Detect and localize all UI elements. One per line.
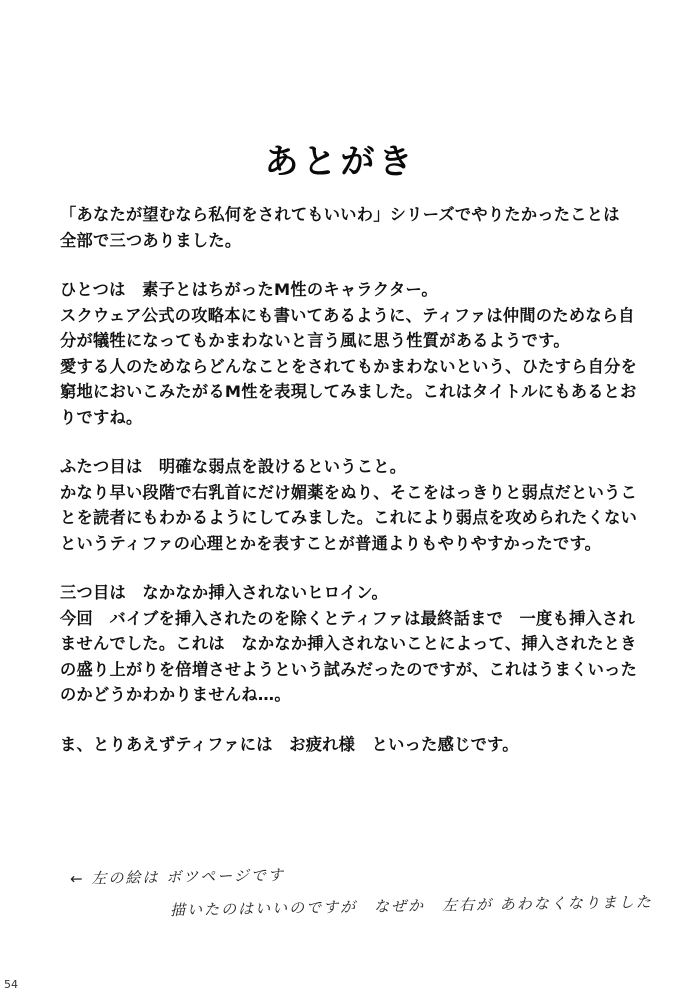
text-line: 分が犠牲になってもかまわないと言う風に思う性質があるようです。 [60,331,570,350]
paragraph-intro [60,202,670,253]
text-line: 今回 バイブを挿入されたのを除くとティファは最終話まで 一度も挿入され [60,608,635,628]
text-line: スクウェア公式の攻略本にも書いてあるように、ティファは仲間のためなら自 [60,305,635,325]
text-line: りですね。 [60,407,143,427]
text-line: ま、とりあえずティファには お疲れ様 といった感じです。 [60,734,519,754]
text-line: ませんでした。これは なかなか挿入されないことによって、挿入されたとき [60,634,637,653]
text-line: ふたつ目は 明確な弱点を設けるということ。 [60,457,407,476]
text-line: 愛する人のためならどんなことをされてもかまわないという、ひたすら自分を [60,356,638,376]
text-line: かなり早い段階で右乳首にだけ媚薬をぬり、そこをはっきりと弱点だというこ [60,482,638,502]
text-line: 窮地においこみたがるM性を表現してみました。これはタイトルにもあるとお [60,382,637,401]
page-number: 54 [4,978,18,991]
paragraph-closing [60,732,670,758]
page-title: あとがき [264,142,417,182]
text-line: ひとつは 素子とはちがったM性のキャラクター。 [60,280,438,299]
paragraph-first-point [60,277,670,430]
paragraph-third-point [60,580,670,708]
handwritten-note-line-2: 描いたのはいいのですが なぜか 左右が あわなくなりました [169,892,653,920]
handwritten-note-line-1: ← 左の絵は ボツページです [69,866,285,888]
text-line: とを読者にもわかるようにしてみました。これにより弱点を攻められたくない [60,508,638,527]
text-line: 「あなたが望むなら私何をされてもいいわ」シリーズでやりたかったことは [60,205,620,224]
afterword-body [60,202,670,781]
paragraph-second-point [60,454,670,556]
text-line: のかどうかわかりませんね…。 [60,685,291,704]
text-line: というティファの心理とかを表すことが普通よりもやりやすかったです。 [60,533,602,553]
text-line: 全部で三つありました。 [60,230,242,250]
text-line: の盛り上がりを倍増させようという試みだったのですが、これはうまくいった [60,659,638,679]
text-line: 三つ目は なかなか挿入されないヒロイン。 [60,583,388,602]
